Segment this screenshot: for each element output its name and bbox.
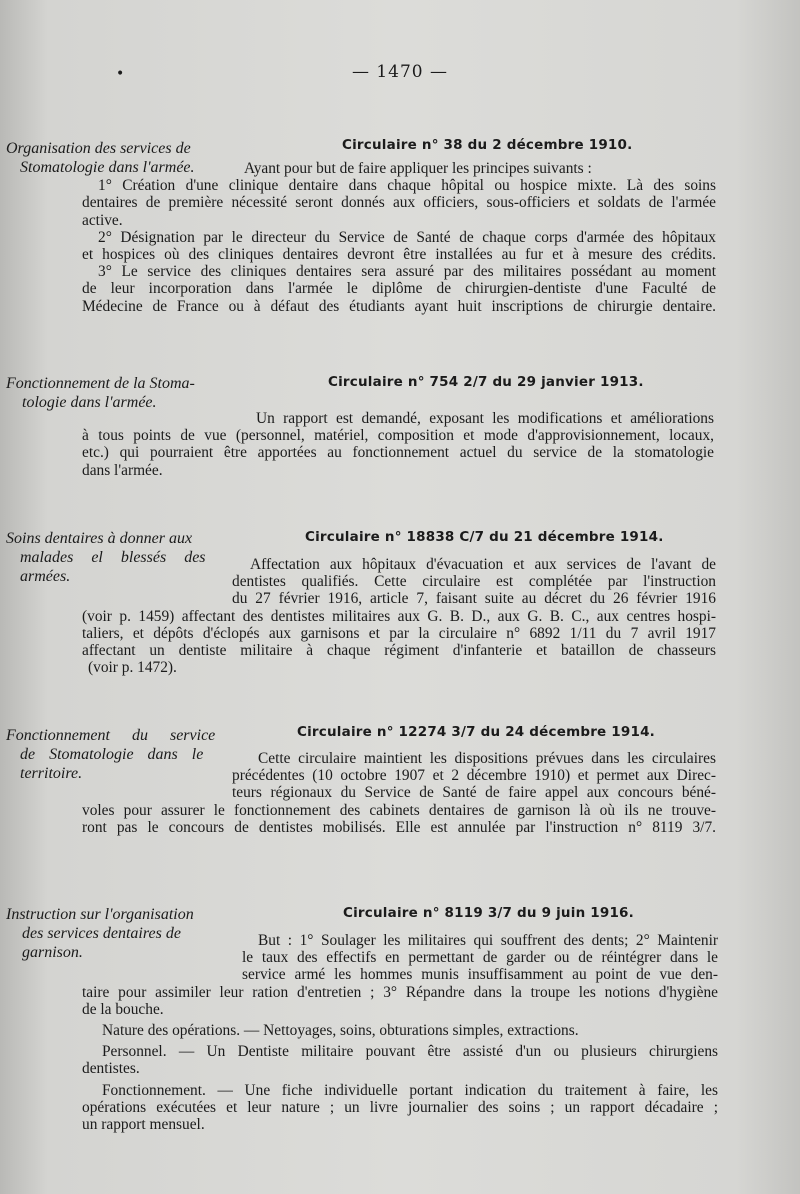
text-line: Fonctionnement. — Une fiche individuelle portant indication du traitement à faire, les <box>102 1081 718 1099</box>
margin-line: Instruction sur l'organisation <box>6 906 194 923</box>
text-line: Affectation aux hôpitaux d'évacuation et aux services de l'avant de <box>250 556 716 573</box>
text-line: ront pas le concours de dentistes mobilisés. Elle est annulée par l'instruction n° 8119 3/7. <box>82 818 716 836</box>
text-line: But : 1° Soulager les militaires qui souffrent des dents; 2° Maintenir <box>258 932 718 949</box>
text-line: un rapport mensuel. <box>82 1116 205 1134</box>
text-line: etc.) qui pourraient être apportées au fonctionnement actuel du service de la stomatologie <box>82 444 714 462</box>
text-line: et hospices où des cliniques dentaires devront être installées au fur et à mesure des crédits. <box>82 246 716 264</box>
text-line: Un rapport est demandé, exposant les modifications et améliorations <box>256 410 714 427</box>
text-line: du 27 février 1916, article 7, faisant suite au décret du 26 février 1916 <box>232 590 716 608</box>
margin-line: garnison. <box>22 944 83 961</box>
text-line: taire pour assimiler leur ration d'entretien ; 3° Répandre dans la troupe les notions d'hygiène <box>82 983 718 1001</box>
ink-dot: • <box>116 66 125 82</box>
margin-line: Stomatologie dans l'armée. <box>20 159 195 176</box>
text-line: (voir p. 1459) affectant des dentistes militaires aux G. B. D., aux G. B. C., aux centres hospi- <box>82 607 716 625</box>
section-body-2 <box>82 410 714 479</box>
section-heading-3: Circulaire n° 18838 C/7 du 21 décembre 1914. <box>305 529 664 545</box>
text-line: taliers, et dépôts d'éclopés aux garnisons et par la circulaire n° 6892 1/11 du 7 avril 1917 <box>82 624 716 642</box>
text-line: teurs régionaux du Service de Santé de faire appel aux concours béné- <box>232 784 716 802</box>
section-body-3 <box>82 556 716 676</box>
text-line: Cette circulaire maintient les dispositions prévues dans les circulaires <box>258 750 716 767</box>
text-line: active. <box>82 211 123 229</box>
text-line: Personnel. — Un Dentiste militaire pouvant être assisté d'un ou plusieurs chirurgiens <box>102 1043 718 1061</box>
margin-line: de Stomatologie dans le <box>20 746 204 763</box>
margin-line: territoire. <box>20 765 83 782</box>
section-body-4 <box>82 750 716 836</box>
text-line: précédentes (10 octobre 1907 et 2 décembre 1910) et permet aux Direc- <box>232 767 716 785</box>
text-line: opérations exécutées et leur nature ; un livre journalier des soins ; un rapport décadaire ; <box>82 1098 718 1116</box>
text-line: dans l'armée. <box>82 461 163 479</box>
text-line: à tous points de vue (personnel, matériel, composition et mode d'approvisionnement, locaux, <box>82 427 714 445</box>
text-line: (voir p. 1472). <box>88 659 177 677</box>
text-line: dentistes. <box>82 1060 140 1078</box>
margin-line: malades el blessés des <box>20 549 206 566</box>
text-line: 3° Le service des cliniques dentaires sera assuré par des militaires possédant au moment <box>98 263 716 281</box>
text-line: le taux des effectifs en permettant de garder ou de réintégrer dans le <box>242 949 718 967</box>
text-line: Médecine de France ou à défaut des étudiants ayant huit inscriptions de chirurgie dentaire. <box>82 297 716 315</box>
margin-line: Soins dentaires à donner aux <box>6 530 193 547</box>
text-line: Ayant pour but de faire appliquer les principes suivants : <box>244 160 592 177</box>
text-line: dentaires de première nécessité seront donnés aux officiers, sous-officiers et soldats de l'armée <box>82 194 716 212</box>
text-line: de la bouche. <box>82 1000 164 1018</box>
text-line: de leur incorporation dans l'armée le diplôme de chirurgien-dentiste d'une Faculté de <box>82 280 716 298</box>
margin-line: tologie dans l'armée. <box>22 394 157 411</box>
text-line: service armé les hommes munis insuffisamment au point de vue den- <box>242 966 718 984</box>
margin-line: Organisation des services de <box>6 140 191 157</box>
margin-note-2 <box>6 374 226 412</box>
section-heading-5: Circulaire n° 8119 3/7 du 9 juin 1916. <box>343 905 634 921</box>
page-number: — 1470 — <box>351 62 449 82</box>
text-line: 2° Désignation par le directeur du Service de Santé de chaque corps d'armée des hôpitaux <box>98 228 716 246</box>
section-heading-4: Circulaire n° 12274 3/7 du 24 décembre 1914. <box>297 724 656 740</box>
section-body-1 <box>82 160 716 315</box>
section-body-5 <box>82 932 718 1133</box>
text-line: 1° Création d'une clinique dentaire dans chaque hôpital ou hospice mixte. Là des soins <box>98 177 716 195</box>
text-line: Nature des opérations. — Nettoyages, soins, obturations simples, extractions. <box>102 1022 579 1040</box>
section-heading-2: Circulaire n° 754 2/7 du 29 janvier 1913. <box>328 374 644 390</box>
margin-line: Fonctionnement du service <box>6 727 216 744</box>
margin-line: armées. <box>20 568 71 585</box>
section-heading-1: Circulaire n° 38 du 2 décembre 1910. <box>342 137 633 153</box>
text-line: voles pour assurer le fonctionnement des cabinets dentaires de garnison là où ils ne trouve- <box>82 801 716 819</box>
margin-line: des services dentaires de <box>22 925 181 942</box>
text-line: dentistes qualifiés. Cette circulaire est complétée par l'instruction <box>232 573 716 591</box>
margin-line: Fonctionnement de la Stoma- <box>6 375 195 392</box>
text-line: affectant un dentiste militaire à chaque régiment d'infanterie et bataillon de chasseurs <box>82 642 716 660</box>
